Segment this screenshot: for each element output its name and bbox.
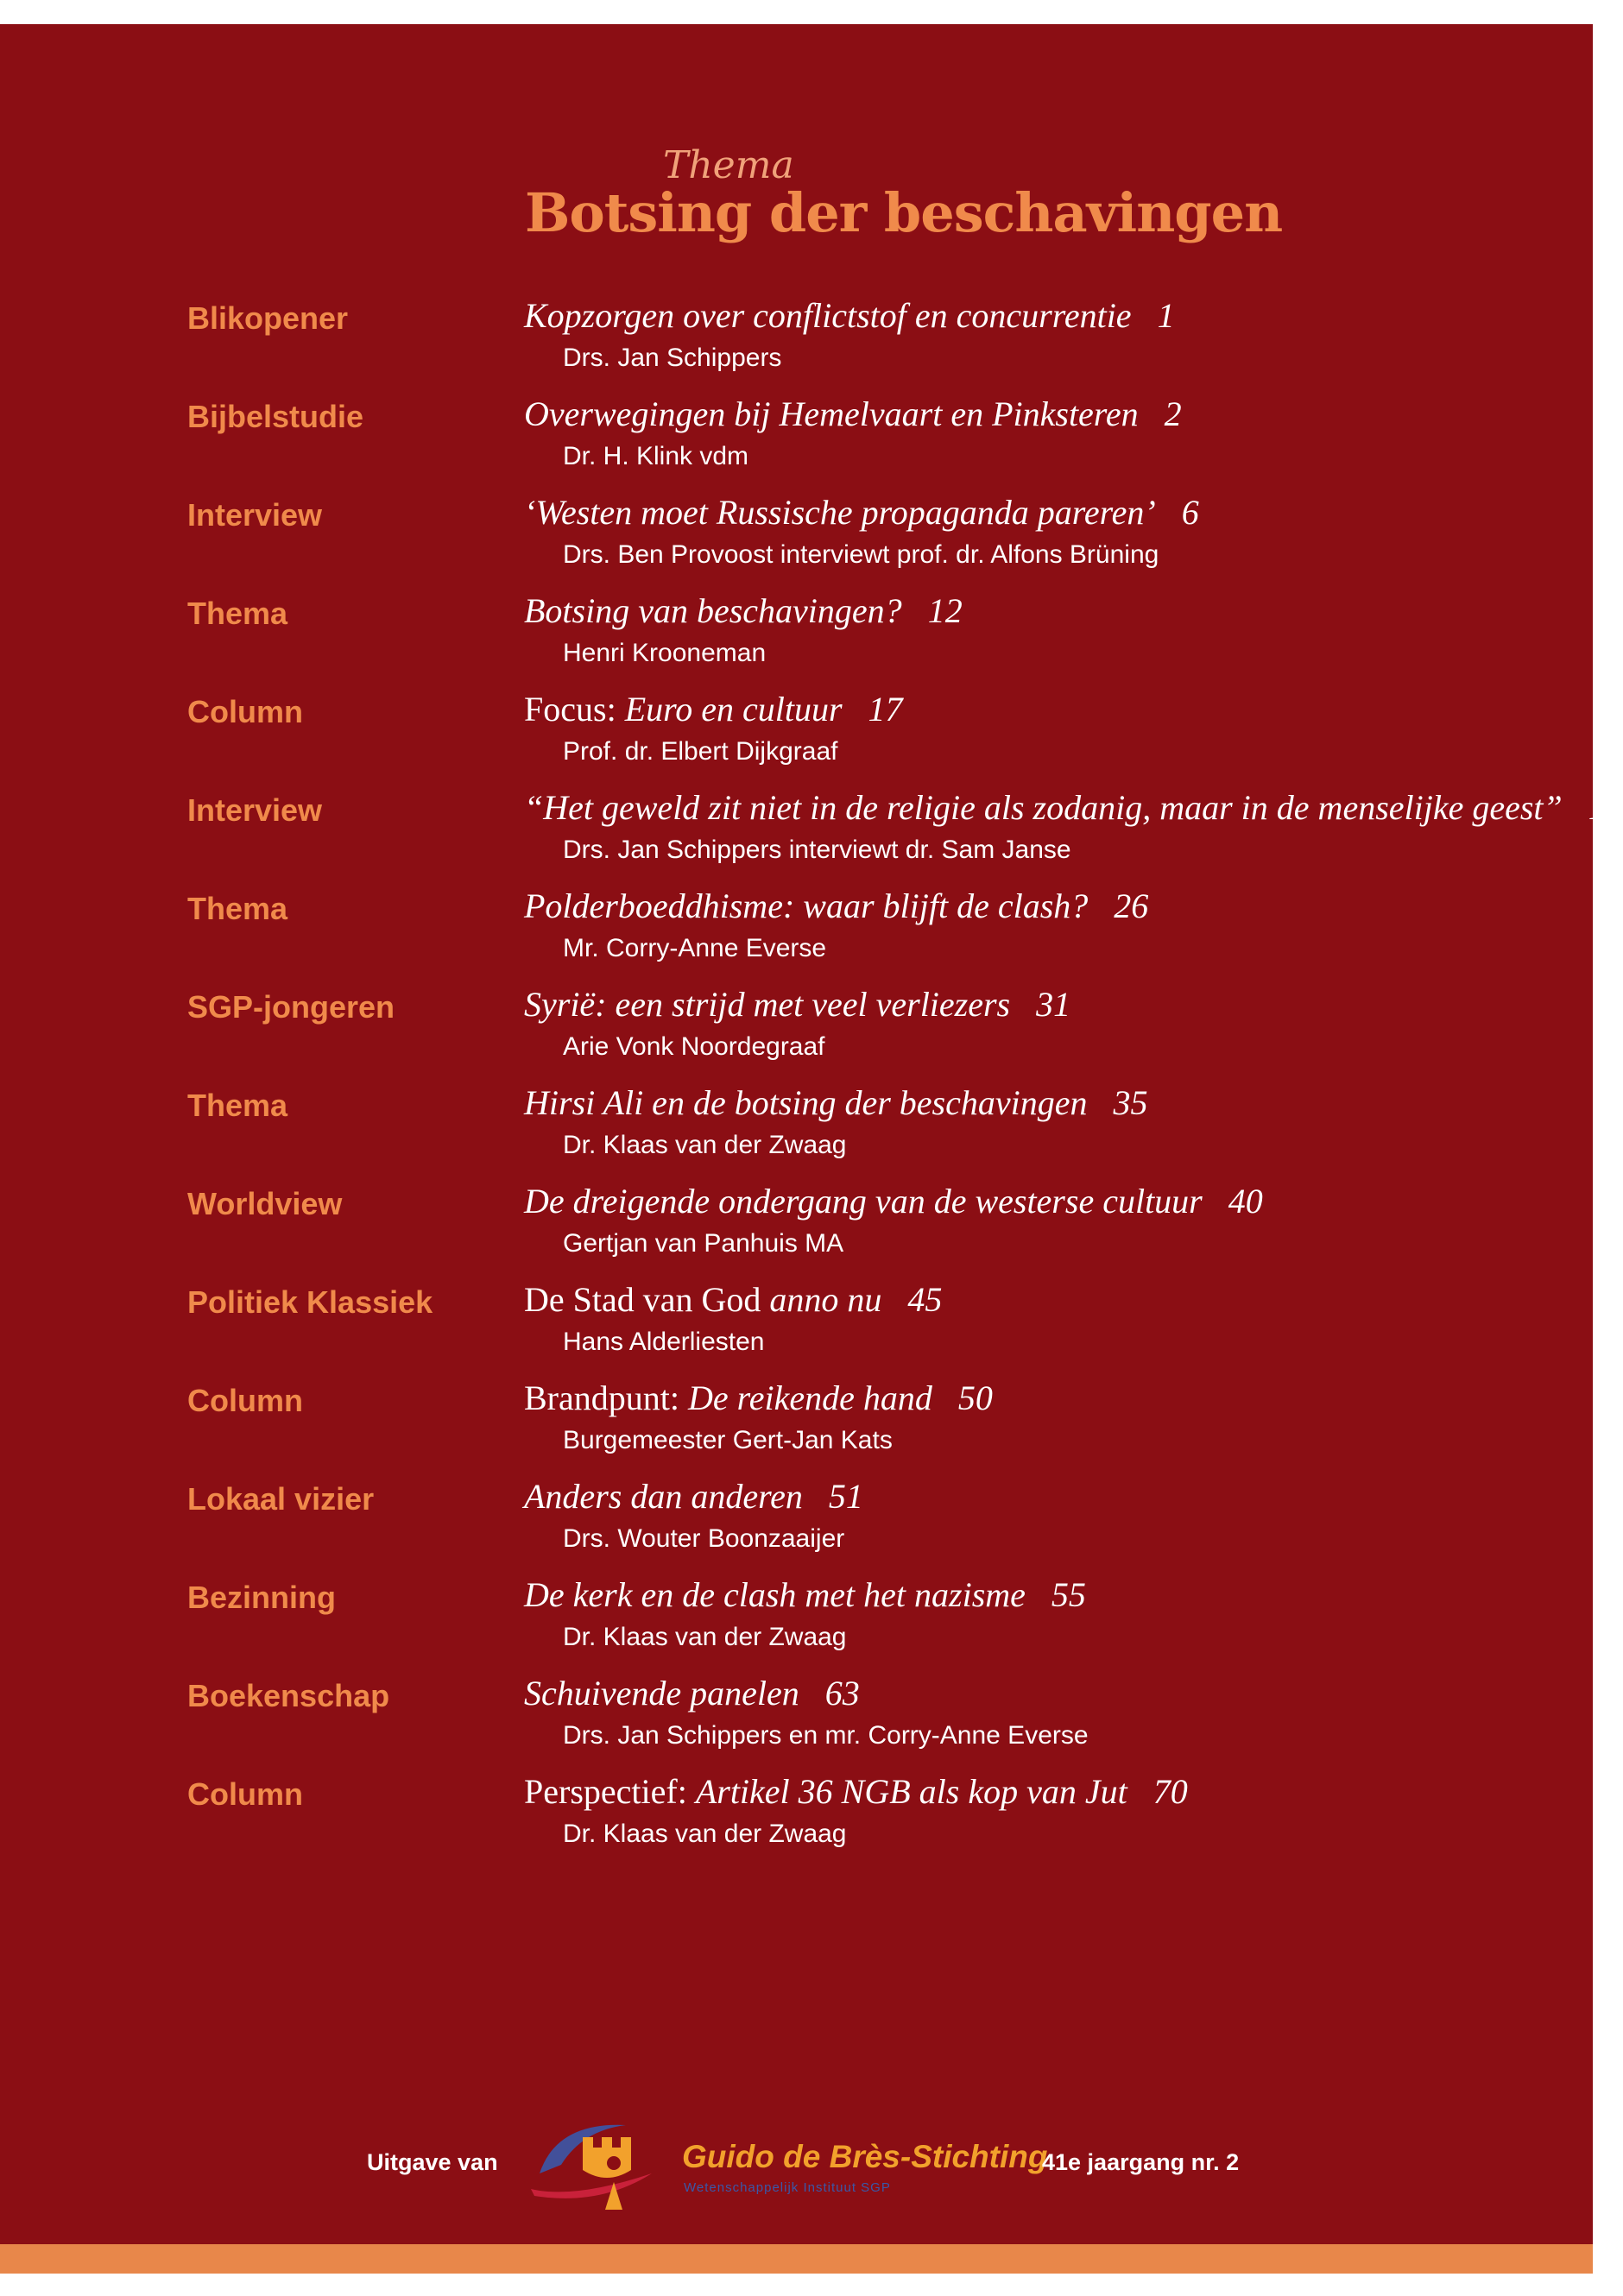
toc-title-line [524, 394, 1182, 434]
footer [0, 2113, 1593, 2217]
toc-author: Dr. Klaas van der Zwaag [563, 1623, 847, 1651]
toc-section-label: Blikopener [187, 300, 349, 336]
toc-author: Drs. Jan Schippers en mr. Corry-Anne Everse [563, 1721, 1089, 1750]
issue-number: 41e jaargang nr. 2 [1042, 2149, 1240, 2175]
toc-page-number: 40 [1228, 1182, 1263, 1221]
toc-article-title: De kerk en de clash met het nazisme [524, 1575, 1026, 1614]
toc-page-number: 35 [1113, 1083, 1148, 1122]
toc-page-number: 31 [1036, 985, 1071, 1024]
toc-page-number: 26 [1114, 886, 1149, 925]
toc-page-number: 18 [1588, 788, 1623, 827]
toc-page-number: 1 [1157, 296, 1175, 335]
toc-author: Prof. dr. Elbert Dijkgraaf [563, 737, 838, 766]
toc-article-title: De reikende hand [687, 1378, 932, 1417]
toc-entry [0, 587, 1593, 685]
toc-entry [0, 1276, 1593, 1374]
toc-title-line [524, 984, 1070, 1025]
toc-section-label: Bezinning [187, 1580, 336, 1615]
toc-article-title: Euro en cultuur [624, 690, 843, 729]
toc-title-lead: De Stad van God [524, 1280, 761, 1319]
toc-article-title: Hirsi Ali en de botsing der beschavingen [524, 1083, 1088, 1122]
toc-section-label: Column [187, 1383, 303, 1418]
toc-entry [0, 1571, 1593, 1669]
toc-entry [0, 1473, 1593, 1571]
toc-article-title: Polderboeddhisme: waar blijft de clash? [524, 886, 1089, 925]
toc-title-line [524, 886, 1148, 926]
toc-author: Dr. H. Klink vdm [563, 442, 749, 470]
toc-title-lead: Perspectief: [524, 1772, 687, 1811]
toc-title-line [524, 1673, 860, 1713]
toc-author: Drs. Ben Provoost interviewt prof. dr. Alfons Brüning [563, 540, 1159, 569]
toc-author: Dr. Klaas van der Zwaag [563, 1820, 847, 1848]
toc-title-line [524, 1771, 1188, 1812]
toc-title-lead: Brandpunt: [524, 1378, 679, 1417]
toc-entry [0, 1768, 1593, 1866]
foundation-subtitle: Wetenschappelijk Instituut SGP [684, 2180, 891, 2195]
toc-entry [0, 981, 1593, 1079]
toc-entry [0, 1177, 1593, 1276]
toc-entry [0, 1669, 1593, 1768]
toc-page-number: 55 [1051, 1575, 1086, 1614]
toc-author: Hans Alderliesten [563, 1328, 765, 1356]
theme-title: Botsing der beschavingen [525, 181, 1283, 244]
foundation-logo-icon [522, 2113, 669, 2215]
page-background [0, 24, 1623, 2244]
toc-title-line [524, 1181, 1263, 1221]
toc-section-label: Thema [187, 891, 288, 926]
toc-author: Drs. Jan Schippers [563, 344, 782, 372]
toc-section-label: Boekenschap [187, 1678, 390, 1713]
toc-author: Dr. Klaas van der Zwaag [563, 1131, 847, 1159]
toc-section-label: Interview [187, 792, 323, 828]
toc-entry [0, 390, 1593, 489]
toc-title-line [524, 295, 1175, 336]
toc-article-title: Botsing van beschavingen? [524, 591, 902, 630]
toc-author: Mr. Corry-Anne Everse [563, 934, 827, 962]
toc-article-title: Kopzorgen over conflictstof en concurrentie [524, 296, 1132, 335]
toc-entry [0, 489, 1593, 587]
toc-title-line [524, 1279, 942, 1320]
toc-title-lead: Focus: [524, 690, 616, 729]
toc-page-number: 50 [957, 1378, 993, 1417]
toc-entry [0, 882, 1593, 981]
toc-section-label: Thema [187, 596, 288, 631]
toc-author: Burgemeester Gert-Jan Kats [563, 1426, 893, 1454]
toc-page-number: 45 [907, 1280, 943, 1319]
toc-title-line [524, 1476, 863, 1517]
toc-page-number: 6 [1181, 493, 1199, 532]
toc-section-label: Bijbelstudie [187, 399, 364, 434]
toc-author: Arie Vonk Noordegraaf [563, 1032, 825, 1061]
toc-section-label: Interview [187, 497, 323, 533]
toc-page-number: 12 [927, 591, 963, 630]
theme-kicker: Thema [663, 143, 794, 187]
toc-title-line [524, 689, 903, 729]
toc-title-line [524, 590, 963, 631]
toc-page-number: 2 [1164, 394, 1182, 433]
bottom-strip [0, 2244, 1593, 2274]
toc-entry [0, 784, 1623, 882]
foundation-name: Guido de Brès-Stichting [682, 2139, 1048, 2174]
toc-author: Gertjan van Panhuis MA [563, 1229, 844, 1258]
toc-section-label: Lokaal vizier [187, 1481, 375, 1517]
toc-page-number: 51 [828, 1477, 863, 1516]
toc-entry [0, 1079, 1593, 1177]
toc-page-number: 70 [1153, 1772, 1188, 1811]
toc-article-title: Artikel 36 NGB als kop van Jut [695, 1772, 1127, 1811]
toc-section-label: Column [187, 1776, 303, 1812]
toc-section-label: Worldview [187, 1186, 343, 1221]
toc-article-title: Overwegingen bij Hemelvaart en Pinksteren [524, 394, 1139, 433]
toc-article-title: Schuivende panelen [524, 1674, 799, 1713]
toc-page-number: 17 [868, 690, 903, 729]
toc-page-number: 63 [824, 1674, 860, 1713]
toc-section-label: Column [187, 694, 303, 729]
toc-article-title: anno nu [769, 1280, 882, 1319]
toc-author: Drs. Jan Schippers interviewt dr. Sam Janse [563, 836, 1071, 864]
toc-title-line [524, 1378, 993, 1418]
toc-author: Drs. Wouter Boonzaaijer [563, 1524, 845, 1553]
toc-section-label: Thema [187, 1088, 288, 1123]
toc-article-title: ‘Westen moet Russische propaganda pareren’ [524, 493, 1156, 532]
publisher-label: Uitgave van [367, 2149, 498, 2175]
toc-entry [0, 685, 1593, 784]
toc-author: Henri Krooneman [563, 639, 767, 667]
toc-section-label: Politiek Klassiek [187, 1284, 433, 1320]
toc-title-line [524, 1574, 1086, 1615]
toc-entry [0, 1374, 1593, 1473]
toc-article-title: Anders dan anderen [524, 1477, 803, 1516]
toc-article-title: De dreigende ondergang van de westerse cultuur [524, 1182, 1203, 1221]
toc-title-line [524, 1082, 1148, 1123]
toc-section-label: SGP-jongeren [187, 989, 395, 1025]
toc-entry [0, 292, 1593, 390]
toc-article-title: “Het geweld zit niet in de religie als zodanig, maar in de menselijke geest” [524, 788, 1563, 827]
toc-title-line [524, 787, 1623, 828]
toc-article-title: Syrië: een strijd met veel verliezers [524, 985, 1011, 1024]
toc-title-line [524, 492, 1199, 533]
